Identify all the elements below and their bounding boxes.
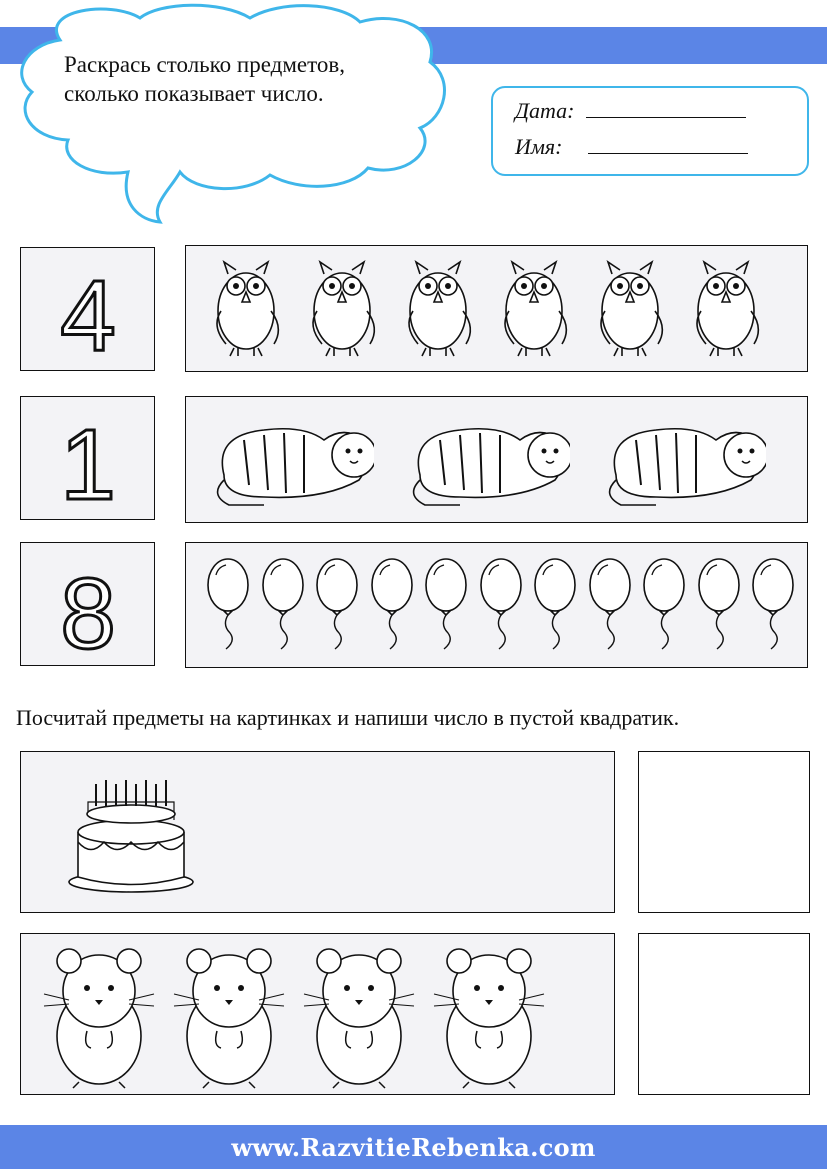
answer-box-hamster[interactable] <box>638 933 810 1095</box>
footer-band <box>0 1125 827 1169</box>
number-box-8 <box>20 542 155 666</box>
balloon-picture[interactable] <box>368 557 416 652</box>
hamster-picture[interactable] <box>299 936 419 1091</box>
number-box-4 <box>20 247 155 371</box>
owl-picture[interactable] <box>302 256 382 358</box>
tiger-picture[interactable] <box>400 405 570 510</box>
tiger-picture[interactable] <box>204 405 374 510</box>
date-label: Дата: <box>515 98 575 123</box>
speech-cloud <box>0 0 460 240</box>
count-instruction: Посчитай предметы на картинках и напиши число в пустой квадратик. <box>16 705 680 730</box>
cake-picture[interactable] <box>66 762 196 897</box>
name-label: Имя: <box>515 134 563 159</box>
balloon-picture[interactable] <box>477 557 525 652</box>
balloon-picture[interactable] <box>204 557 252 652</box>
tiger-picture-row[interactable] <box>185 396 808 523</box>
svg-text:8: 8 <box>60 558 116 667</box>
number-digit <box>21 543 156 667</box>
balloon-picture-row[interactable] <box>185 542 808 668</box>
balloon-picture[interactable] <box>749 557 797 652</box>
number-digit <box>21 397 156 521</box>
owl-picture[interactable] <box>398 256 478 358</box>
name-field[interactable] <box>515 134 748 160</box>
balloon-picture[interactable] <box>586 557 634 652</box>
instruction-line-2: сколько показывает число. <box>64 81 324 106</box>
date-field[interactable] <box>515 98 746 124</box>
hamster-picture-row <box>20 933 615 1095</box>
owl-picture[interactable] <box>494 256 574 358</box>
owl-picture[interactable] <box>686 256 766 358</box>
site-url: www.RazvitieRebenka.com <box>231 1132 596 1162</box>
balloon-picture[interactable] <box>313 557 361 652</box>
owl-picture-row[interactable] <box>185 245 808 372</box>
hamster-picture[interactable] <box>39 936 159 1091</box>
svg-text:1: 1 <box>60 409 116 521</box>
balloon-picture[interactable] <box>422 557 470 652</box>
balloon-picture[interactable] <box>259 557 307 652</box>
owl-picture[interactable] <box>590 256 670 358</box>
answer-box-cake[interactable] <box>638 751 810 913</box>
balloon-picture[interactable] <box>640 557 688 652</box>
balloon-picture[interactable] <box>531 557 579 652</box>
svg-text:4: 4 <box>60 260 116 372</box>
balloon-picture[interactable] <box>695 557 743 652</box>
number-digit <box>21 248 156 372</box>
date-name-box <box>491 86 809 176</box>
tiger-picture[interactable] <box>596 405 766 510</box>
hamster-picture[interactable] <box>429 936 549 1091</box>
task-instruction <box>64 50 345 108</box>
cake-picture-row <box>20 751 615 913</box>
number-box-1 <box>20 396 155 520</box>
owl-picture[interactable] <box>206 256 286 358</box>
instruction-line-1: Раскрась столько предметов, <box>64 52 345 77</box>
hamster-picture[interactable] <box>169 936 289 1091</box>
